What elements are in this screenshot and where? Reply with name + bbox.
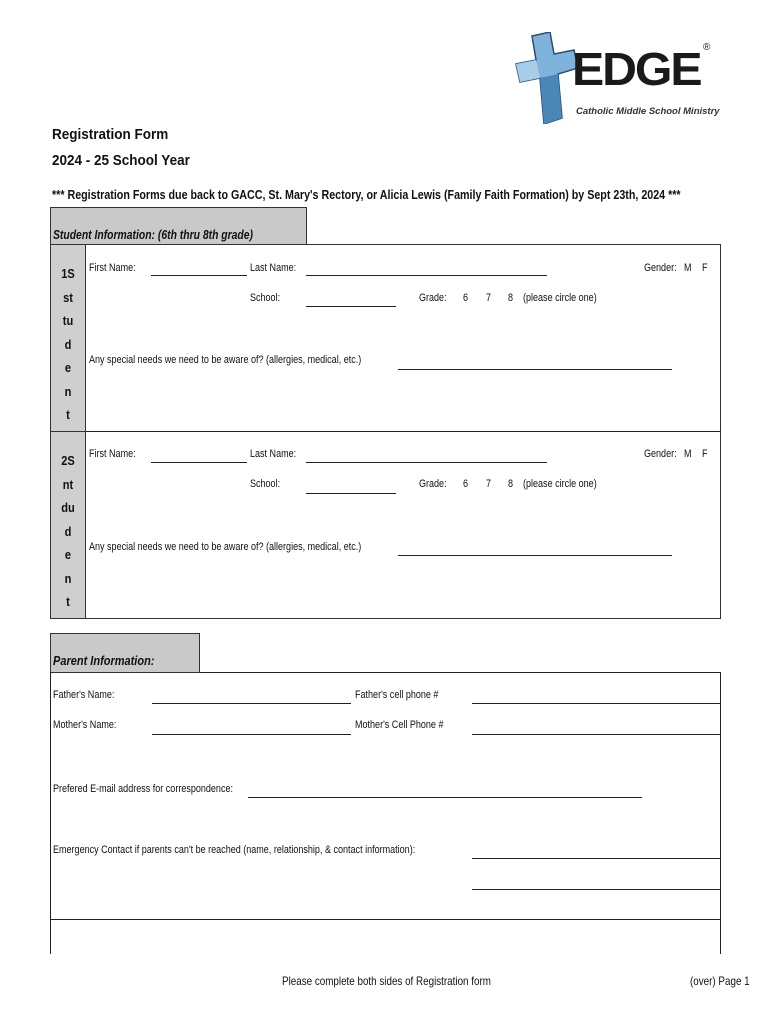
student-1-vertical-label: 1S st tu d e n t: [61, 266, 75, 422]
special-needs-field[interactable]: [398, 369, 672, 370]
fathers-name-field[interactable]: [152, 703, 351, 704]
grade-7-option[interactable]: 7: [486, 292, 492, 304]
fathers-cell-label: Father's cell phone #: [355, 689, 439, 701]
last-name-label: Last Name:: [250, 262, 297, 274]
grade-6-option[interactable]: 6: [463, 478, 469, 490]
school-field[interactable]: [306, 493, 396, 494]
logo-tagline: Catholic Middle School Ministry: [576, 106, 720, 117]
school-field[interactable]: [306, 306, 396, 307]
parent-info-tab: Parent Information:: [50, 633, 200, 673]
first-name-field[interactable]: [151, 462, 247, 463]
student-info-tab: Student Information: (6th thru 8th grade): [50, 207, 307, 245]
student-2-vertical-label: 2S nt du d e n t: [61, 453, 75, 609]
gender-f-option[interactable]: F: [702, 262, 708, 274]
cross-icon: [514, 32, 578, 124]
grade-label: Grade:: [419, 292, 447, 304]
gender-label: Gender:: [644, 448, 677, 460]
mothers-cell-field[interactable]: [472, 734, 720, 735]
footer-note: Please complete both sides of Registration form: [282, 974, 491, 988]
mothers-name-field[interactable]: [152, 734, 351, 735]
last-name-field[interactable]: [306, 275, 547, 276]
edge-wordmark: EDGE: [572, 43, 701, 95]
grade-7-option[interactable]: 7: [486, 478, 492, 490]
gender-f-option[interactable]: F: [702, 448, 708, 460]
mothers-cell-label: Mother's Cell Phone #: [355, 719, 444, 731]
school-label: School:: [250, 292, 281, 304]
special-needs-label: Any special needs we need to be aware of? (allergies, medical, etc.): [89, 354, 362, 366]
grade-8-option[interactable]: 8: [508, 292, 514, 304]
edge-logo: [514, 32, 720, 127]
grade-note: (please circle one): [523, 292, 597, 304]
first-name-label: First Name:: [89, 262, 136, 274]
fathers-name-label: Father's Name:: [53, 689, 115, 701]
grade-8-option[interactable]: 8: [508, 478, 514, 490]
school-year: 2024 - 25 School Year: [52, 152, 190, 169]
grade-6-option[interactable]: 6: [463, 292, 469, 304]
special-needs-field[interactable]: [398, 555, 672, 556]
special-needs-label: Any special needs we need to be aware of? (allergies, medical, etc.): [89, 541, 362, 553]
page-number: (over) Page 1: [690, 974, 750, 988]
last-name-label: Last Name:: [250, 448, 297, 460]
form-title: Registration Form: [52, 126, 169, 143]
registered-mark: ®: [703, 42, 711, 53]
first-name-label: First Name:: [89, 448, 136, 460]
grade-note: (please circle one): [523, 478, 597, 490]
email-field[interactable]: [248, 797, 642, 798]
emergency-contact-field-2[interactable]: [472, 889, 720, 890]
grade-label: Grade:: [419, 478, 447, 490]
school-label: School:: [250, 478, 281, 490]
mothers-name-label: Mother's Name:: [53, 719, 117, 731]
fathers-cell-field[interactable]: [472, 703, 720, 704]
gender-m-option[interactable]: M: [684, 262, 692, 274]
email-label: Prefered E-mail address for correspondence:: [53, 783, 233, 795]
gender-label: Gender:: [644, 262, 677, 274]
gender-m-option[interactable]: M: [684, 448, 692, 460]
first-name-field[interactable]: [151, 275, 247, 276]
due-notice: *** Registration Forms due back to GACC, St. Mary's Rectory, or Alicia Lewis (Family Faith Formation) by Sept 23th, 2024 ***: [52, 187, 681, 202]
last-name-field[interactable]: [306, 462, 547, 463]
emergency-contact-label: Emergency Contact if parents can't be reached (name, relationship, & contact information):: [53, 844, 416, 856]
emergency-contact-field-1[interactable]: [472, 858, 720, 859]
